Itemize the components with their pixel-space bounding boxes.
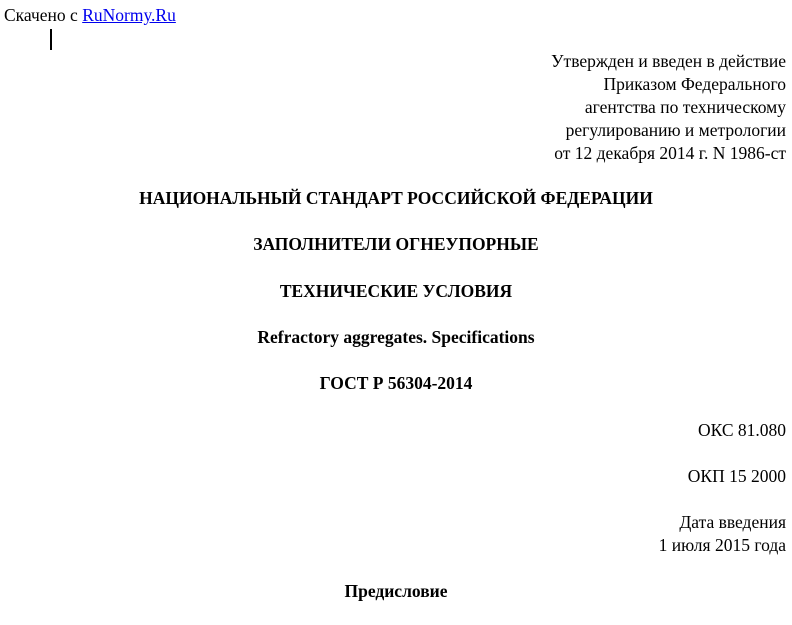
approval-line: агентства по техническому [584,97,786,117]
source-line [4,4,176,26]
foreword-heading: Предисловие [344,581,448,601]
introduction-date-value: 1 июля 2015 года [658,535,786,555]
text-cursor [50,29,52,50]
okp-code: ОКП 15 2000 [687,466,786,486]
source-prefix: Скачено с [4,5,78,25]
approval-line: от 12 декабря 2014 г. N 1986-ст [554,143,786,163]
standard-subtitle: ТЕХНИЧЕСКИЕ УСЛОВИЯ [279,281,513,301]
approval-line: Приказом Федерального [603,74,786,94]
approval-line: регулированию и метрологии [565,120,786,140]
oks-code: ОКС 81.080 [697,420,786,440]
introduction-date-label: Дата введения [679,512,786,532]
english-title: Refractory aggregates. Specifications [257,327,535,347]
source-link[interactable]: RuNormy.Ru [82,5,176,25]
introduction-date-block [659,511,786,557]
approval-block [551,50,786,165]
approval-line: Утвержден и введен в действие [551,51,786,71]
standard-title: ЗАПОЛНИТЕЛИ ОГНЕУПОРНЫЕ [253,234,539,254]
standard-heading: НАЦИОНАЛЬНЫЙ СТАНДАРТ РОССИЙСКОЙ ФЕДЕРАЦИИ [139,188,653,208]
standard-designation: ГОСТ Р 56304-2014 [319,373,473,393]
